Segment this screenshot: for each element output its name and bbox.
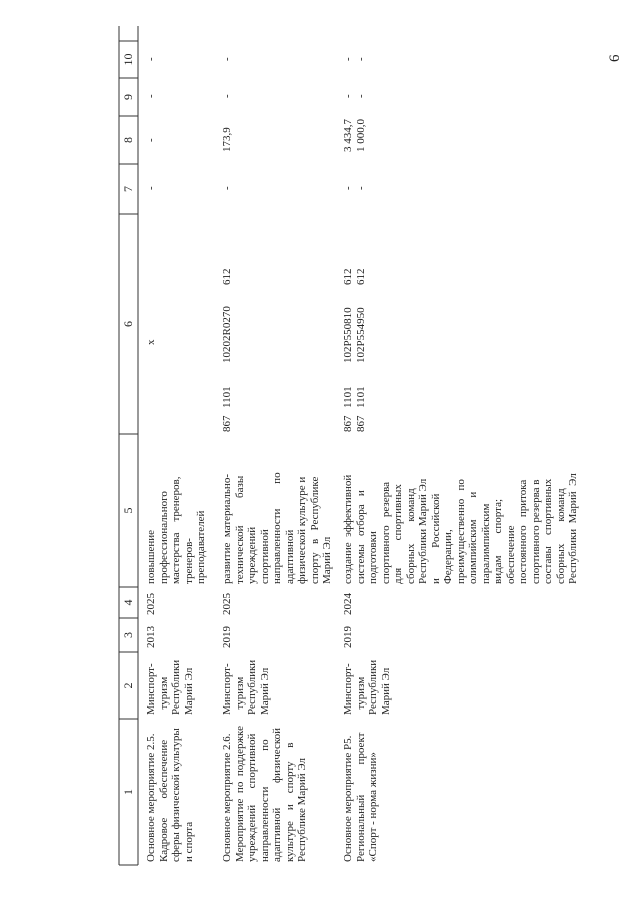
row3-vr: 612 612: [342, 268, 367, 285]
row1-end-year: 2025: [145, 593, 157, 615]
row1-col8: -: [145, 138, 157, 142]
row3-measure: Основное мероприятие Р5. Региональный проект «Спорт - норма жизни»: [342, 732, 379, 862]
header-col-10: 10: [121, 53, 135, 66]
row3-csr: 102P550810 102P554950: [342, 307, 367, 363]
row1-measure: Основное мероприятие 2.5. Кадровое обеспечение сферы физической культуры и спорта: [145, 728, 195, 862]
row2-col9: -: [221, 94, 233, 98]
row2-measure: Основное мероприятие 2.6. Мероприятие по поддержке учреждений спортивной направленности по адаптивной физической культуре и спорту в Республике Марий Эл: [221, 725, 308, 862]
header-col-9: 9: [121, 94, 135, 100]
row1-col10: -: [145, 57, 157, 61]
row2-executor: Минспорт- туризм Республики Марий Эл: [221, 659, 271, 715]
row2-end-year: 2025: [221, 593, 233, 615]
row2-result: развитие материально- технической базы учреждений спортивной направленности по адаптивной физической культуре и спорту в Республике Марий Эл: [221, 472, 333, 584]
row3-grbs: 867 867: [342, 415, 367, 432]
header-col-4: 4: [121, 599, 135, 606]
row2-csr: 10202R0270: [221, 306, 233, 363]
row3-col9: - -: [342, 94, 367, 98]
row1-budget-code: x: [145, 339, 157, 345]
rotated-table-sheet: [0, 26, 640, 870]
row2-col8: 173,9: [221, 127, 233, 152]
row3-rz: 1101 1101: [342, 386, 367, 408]
row3-col8: 3 434,7 1 000,0: [342, 119, 367, 152]
row1-executor: Минспорт- туризм Республики Марий Эл: [145, 659, 195, 715]
row1-start-year: 2013: [145, 626, 157, 648]
row3-executor: Минспорт- туризм Республики Марий Эл: [342, 659, 392, 715]
row1-col7: -: [145, 186, 157, 190]
row2-grbs: 867: [221, 415, 233, 432]
row3-col7: - -: [342, 186, 367, 190]
row1-col9: -: [145, 94, 157, 98]
row3-start-year: 2019: [342, 626, 354, 648]
row2-col7: -: [221, 186, 233, 190]
row2-start-year: 2019: [221, 626, 233, 648]
table-grid: [0, 26, 640, 870]
header-col-8: 8: [121, 137, 135, 143]
page-number: 6: [607, 54, 623, 62]
row2-rz: 1101: [221, 386, 233, 408]
row2-col10: -: [221, 57, 233, 61]
header-col-7: 7: [121, 186, 135, 192]
row1-result: повышение профессионального мастерства тренеров, тренеров- преподавателей: [145, 476, 207, 584]
header-col-6: 6: [121, 321, 135, 327]
row3-result: создание эффективной системы отбора и подготовки спортивного резерва для спортивных сборных команд Республики Марий Эл и Российской Федерации, преимущественно по олимпийским и паралимпийским видам спорта; обеспечение постоянного притока спортивного резерва в составы спортивных сборных команд Республики Марий Эл: [342, 473, 579, 584]
row3-end-year: 2024: [342, 593, 354, 615]
header-col-3: 3: [121, 632, 135, 638]
header-col-2: 2: [121, 682, 135, 689]
row2-vr: 612: [221, 268, 233, 285]
header-col-5: 5: [121, 507, 135, 514]
row3-col10: - -: [342, 57, 367, 61]
header-col-1: 1: [121, 789, 135, 795]
